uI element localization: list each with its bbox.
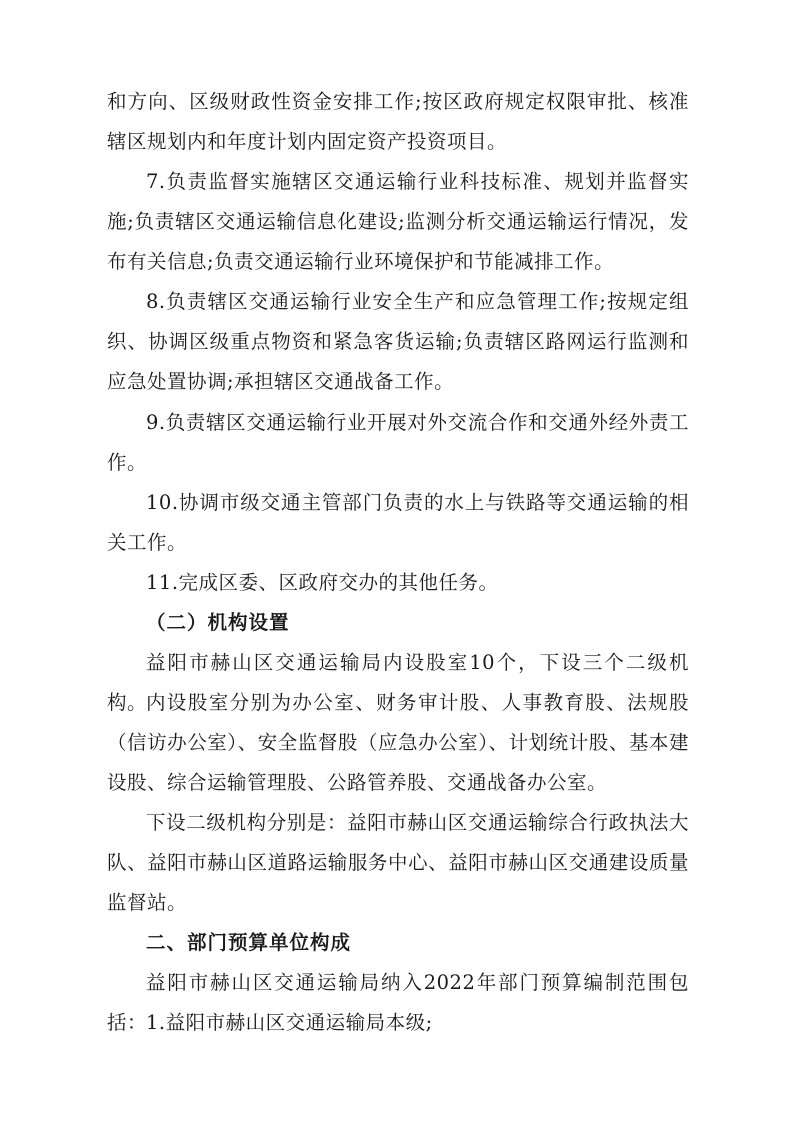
paragraph-org-internal: 内设股室分别为办公室、财务审计股、人事教育股、法规股（信访办公室）、安全监督股（应急办公室）、计划统计股、基本建设股、综合运输管理股、公路管养股、交通战备办公室。 [107,691,689,794]
paragraph-duty-10: 10.协调市级交通主管部门负责的水上与铁路等交通运输的相关工作。 [107,491,689,554]
paragraph-org-sub: 下设二级机构分别是：益阳市赫山区交通运输综合行政执法大队、益阳市赫山区道路运输服务中心、益阳市赫山区交通建设质量监督站。 [107,811,689,914]
paragraph-budget-intro: 益阳市赫山区交通运输局纳入2022年部门预算编制范围包括： [107,971,689,1034]
paragraph-budget-item-1: 1.益阳市赫山区交通运输局本级; [146,1011,433,1034]
paragraph-org-intro: 益阳市赫山区交通运输局内设股室10个，下设三个二级机构。 [107,651,689,714]
paragraph-duty-8: 8.负责辖区交通运输行业安全生产和应急管理工作;按规定组织、协调区级重点物资和紧急客货运输;负责辖区路网运行监测和应急处置协调;承担辖区交通战备工作。 [107,290,689,393]
heading-org-setup: （二）机构设置 [146,611,290,634]
paragraph-duty-7: 7.负责监督实施辖区交通运输行业科技标准、规划并监督实施;负责辖区交通运输信息化建设;监测分析交通运输运行情况，发布有关信息;负责交通运输行业环境保护和节能减排工作。 [107,170,689,273]
heading-budget-units: 二、部门预算单位构成 [146,931,352,954]
paragraph-duty-6-continued: 和方向、区级财政性资金安排工作;按区政府规定权限审批、核准辖区规划内和年度计划内固定资产投资项目。 [107,90,689,153]
paragraph-duty-9: 9.负责辖区交通运输行业开展对外交流合作和交通外经外责工作。 [107,411,689,474]
paragraph-duty-11: 11.完成区委、区政府交办的其他任务。 [146,571,499,594]
